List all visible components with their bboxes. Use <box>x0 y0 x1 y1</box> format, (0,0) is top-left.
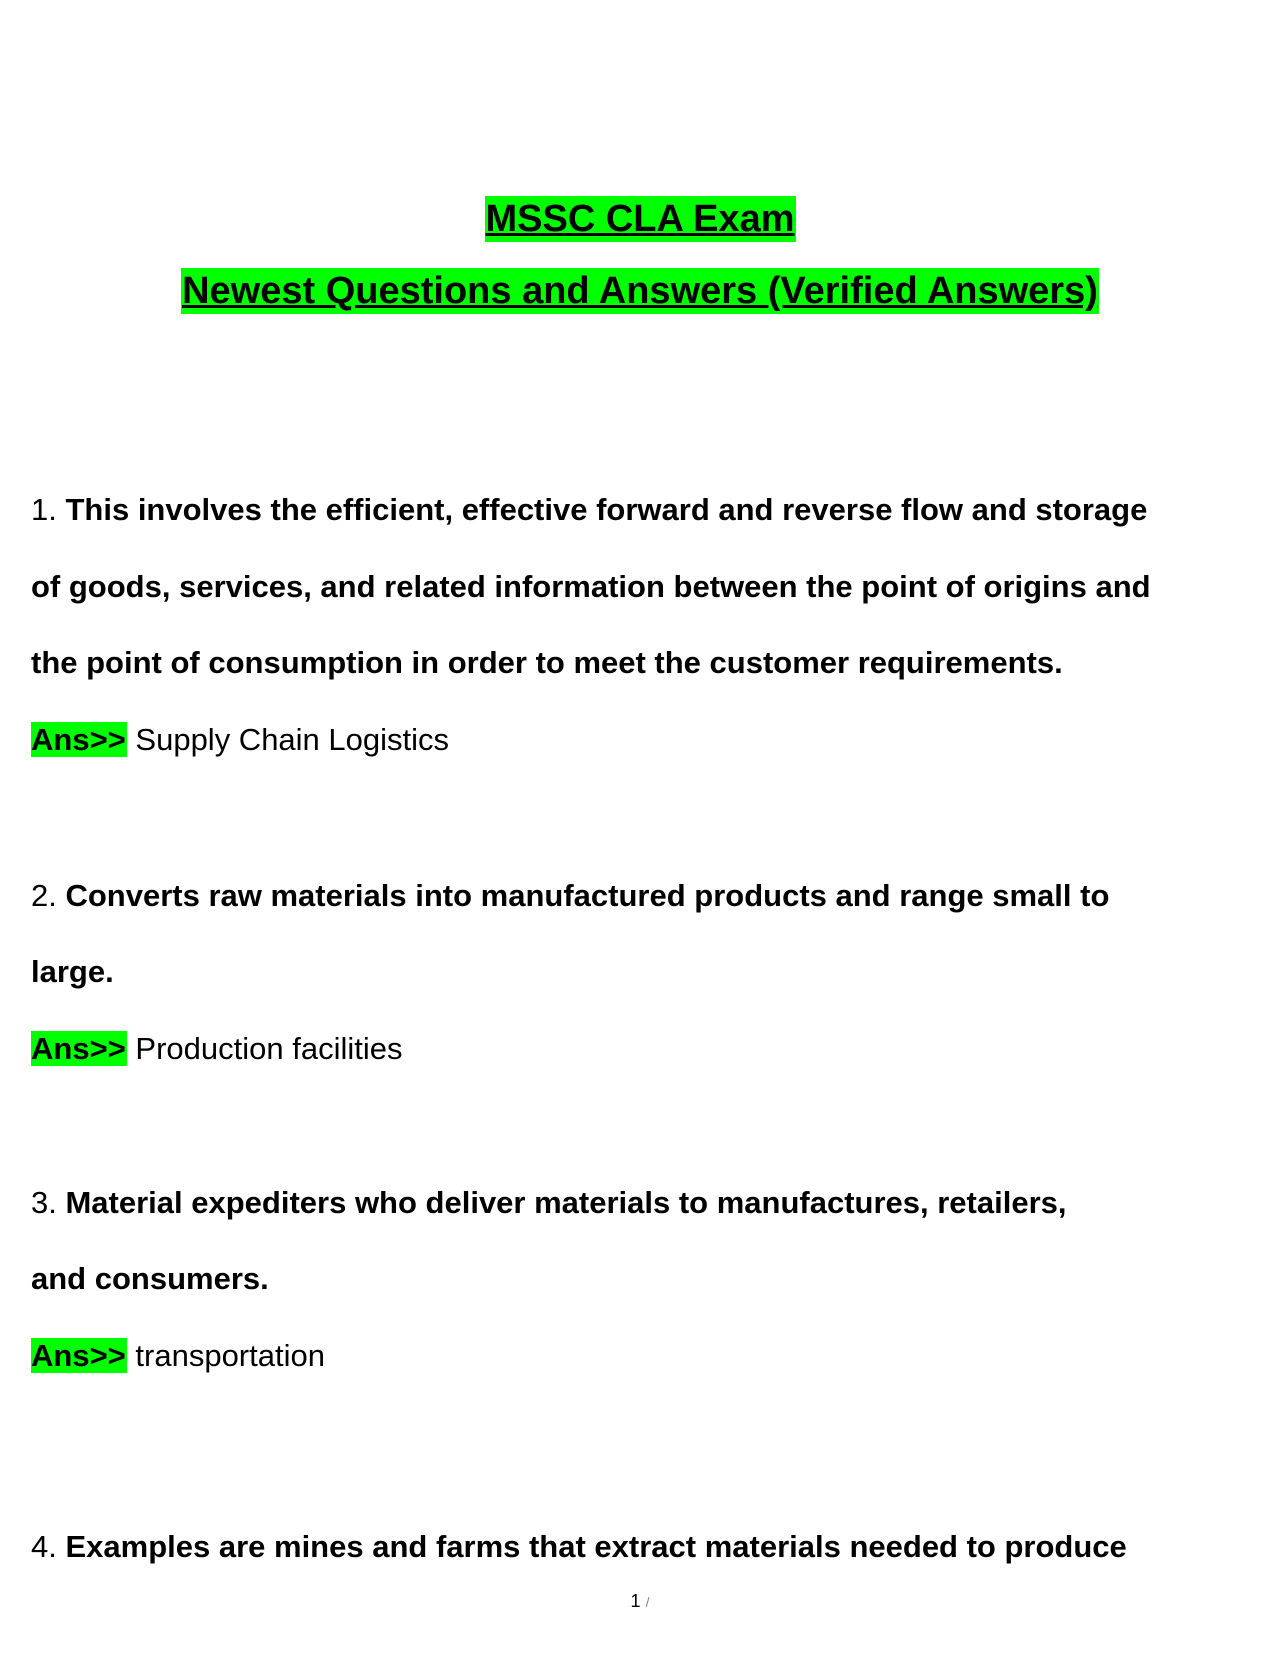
document-title: MSSC CLA Exam <box>485 198 795 240</box>
title-line-2-container <box>0 268 1280 314</box>
question-1-text: This involves the efficient, effective forward and reverse flow and storage <box>65 492 1148 527</box>
answer-3-label: Ans>> <box>31 1338 126 1373</box>
question-4-text: Examples are mines and farms that extract materials needed to produce <box>65 1529 1127 1564</box>
question-2-line-2: large. <box>31 954 114 989</box>
answer-3-text: transportation <box>135 1338 325 1373</box>
answer-3 <box>31 1336 325 1376</box>
question-3-number: 3. <box>31 1185 57 1220</box>
page-footer <box>0 1590 1280 1613</box>
question-3-text: Material expediters who deliver materials to manufactures, retailers, <box>65 1185 1067 1220</box>
answer-1-label: Ans>> <box>31 722 126 757</box>
question-3-line-2: and consumers. <box>31 1261 269 1296</box>
document-subtitle: Newest Questions and Answers (Verified Answers) <box>182 270 1098 312</box>
question-4-line-1 <box>31 1527 1127 1567</box>
question-2-line-1 <box>31 876 1109 916</box>
question-1-line-1 <box>31 490 1147 530</box>
title-line-1-container <box>0 196 1280 242</box>
answer-1 <box>31 720 449 760</box>
question-1-line-3: the point of consumption in order to meet the customer requirements. <box>31 645 1063 680</box>
answer-2-label: Ans>> <box>31 1031 126 1066</box>
answer-1-text: Supply Chain Logistics <box>135 722 450 757</box>
question-2-number: 2. <box>31 878 57 913</box>
page-number: 1 <box>630 1591 641 1611</box>
question-2-text: Converts raw materials into manufactured products and range small to <box>65 878 1110 913</box>
question-1-line-2: of goods, services, and related information between the point of origins and <box>31 569 1151 604</box>
question-1-number: 1. <box>31 492 57 527</box>
answer-2-text: Production facilities <box>135 1031 403 1066</box>
page-separator: / <box>645 1594 650 1610</box>
question-3-line-1 <box>31 1183 1067 1223</box>
answer-2 <box>31 1029 402 1069</box>
question-4-number: 4. <box>31 1529 57 1564</box>
